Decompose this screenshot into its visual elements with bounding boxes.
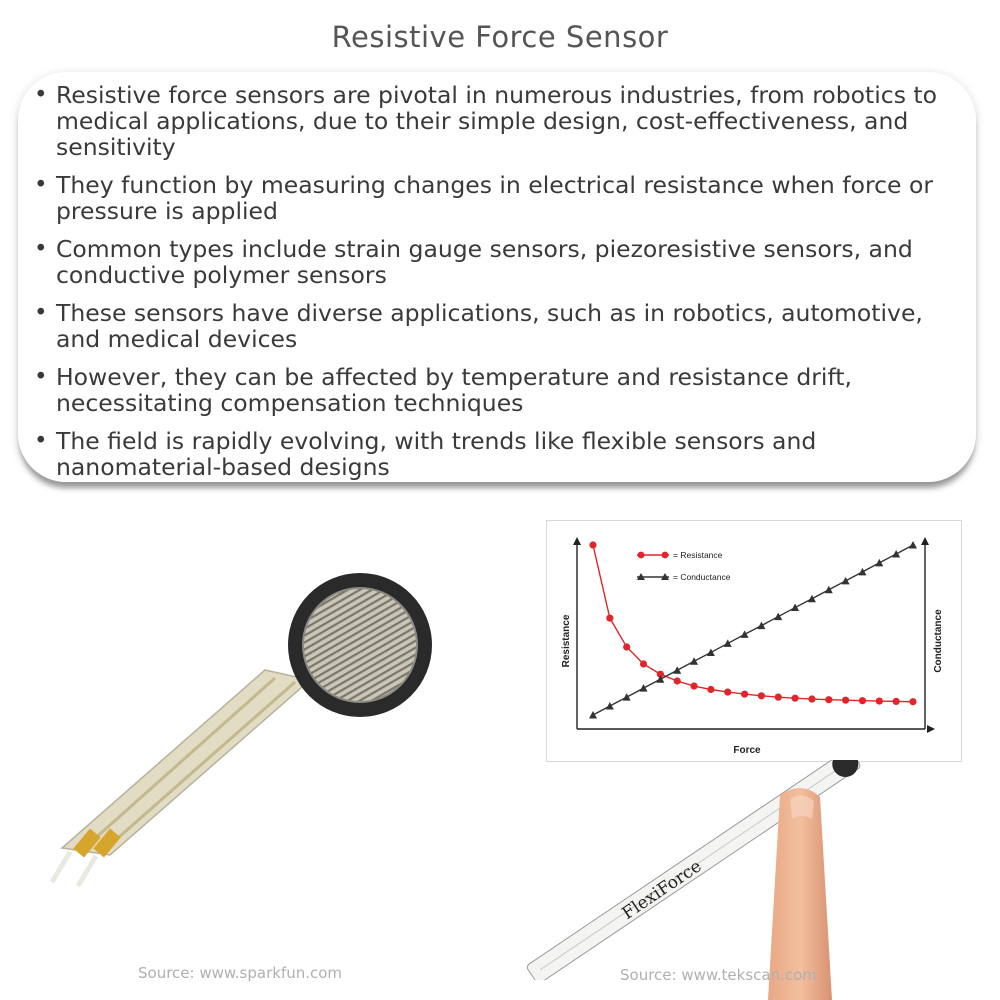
bullet-text: They function by measuring changes in electrical resistance when force or pressure is applied	[56, 171, 933, 225]
data-point	[673, 666, 681, 674]
bullet-marker: •	[34, 300, 48, 326]
data-point	[892, 550, 900, 558]
bullet-marker: •	[34, 364, 48, 390]
bullet-item	[30, 300, 970, 352]
bullet-marker: •	[34, 172, 48, 198]
fsr-disc	[267, 560, 453, 736]
data-point	[909, 541, 917, 549]
bullet-item	[30, 236, 970, 288]
data-point	[640, 684, 648, 692]
data-point	[842, 697, 849, 704]
data-point	[774, 613, 782, 621]
source-right: Source: www.tekscan.com	[620, 966, 817, 984]
bullet-item	[30, 172, 970, 224]
source-left: Source: www.sparkfun.com	[138, 964, 343, 982]
data-point	[589, 541, 596, 548]
chart-ylabel: Resistance	[561, 614, 572, 668]
data-point	[893, 698, 900, 705]
data-point	[707, 648, 715, 656]
bullet-marker: •	[34, 82, 48, 108]
bullet-list	[30, 82, 970, 492]
data-point	[724, 688, 731, 695]
data-point	[623, 643, 630, 650]
data-point	[741, 630, 749, 638]
bullet-text: Common types include strain gauge sensors, piezoresistive sensors, and conductive polymer sensors	[56, 235, 913, 289]
data-point	[825, 696, 832, 703]
data-point	[690, 683, 697, 690]
bullet-text: The field is rapidly evolving, with trends like flexible sensors and nanomaterial-based designs	[56, 427, 817, 481]
legend-label: = Resistance	[673, 550, 723, 560]
data-point	[707, 686, 714, 693]
data-point	[640, 660, 647, 667]
legend-marker	[638, 552, 645, 559]
chart-y2label: Conductance	[933, 609, 944, 673]
bullet-marker: •	[34, 236, 48, 262]
bullet-marker: •	[34, 428, 48, 454]
data-point	[758, 692, 765, 699]
data-point	[859, 697, 866, 704]
data-point	[623, 693, 631, 701]
data-point	[825, 586, 833, 594]
data-point	[808, 595, 816, 603]
data-point	[741, 690, 748, 697]
page-title: Resistive Force Sensor	[331, 20, 669, 54]
series-line	[593, 545, 913, 702]
bullet-text: Resistive force sensors are pivotal in numerous industries, from robotics to medical applications, due to their simple design, cost-effectiveness, and sensitivity	[56, 81, 938, 161]
data-point	[875, 559, 883, 567]
fsr-sensor-image	[20, 560, 480, 890]
legend-marker	[662, 552, 669, 559]
bullet-item	[30, 428, 970, 480]
data-point	[606, 615, 613, 622]
resistance-conductance-chart	[546, 520, 962, 762]
data-point	[724, 639, 732, 647]
bullet-item	[30, 364, 970, 416]
data-point	[589, 711, 597, 719]
fsr-tail	[52, 670, 310, 886]
data-point	[606, 702, 614, 710]
data-point	[909, 698, 916, 705]
flexiforce-label: FlexiForce	[618, 856, 706, 924]
data-point	[858, 568, 866, 576]
data-point	[791, 604, 799, 612]
data-point	[808, 695, 815, 702]
chart-xlabel: Force	[733, 745, 761, 756]
data-point	[674, 677, 681, 684]
data-point	[842, 577, 850, 585]
chart-svg	[547, 521, 961, 761]
data-point	[757, 622, 765, 630]
data-point	[775, 694, 782, 701]
data-point	[876, 697, 883, 704]
data-point	[690, 657, 698, 665]
bullet-text: These sensors have diverse applications, such as in robotics, automotive, and medical devices	[56, 299, 923, 353]
y2-axis-arrow	[921, 537, 929, 545]
y-axis-arrow	[573, 537, 581, 545]
bullet-text: However, they can be affected by temperature and resistance drift, necessitating compensation techniques	[56, 363, 852, 417]
x-axis-arrow	[927, 725, 935, 733]
legend-label: = Conductance	[673, 572, 731, 582]
data-point	[792, 695, 799, 702]
bullet-item	[30, 82, 970, 160]
